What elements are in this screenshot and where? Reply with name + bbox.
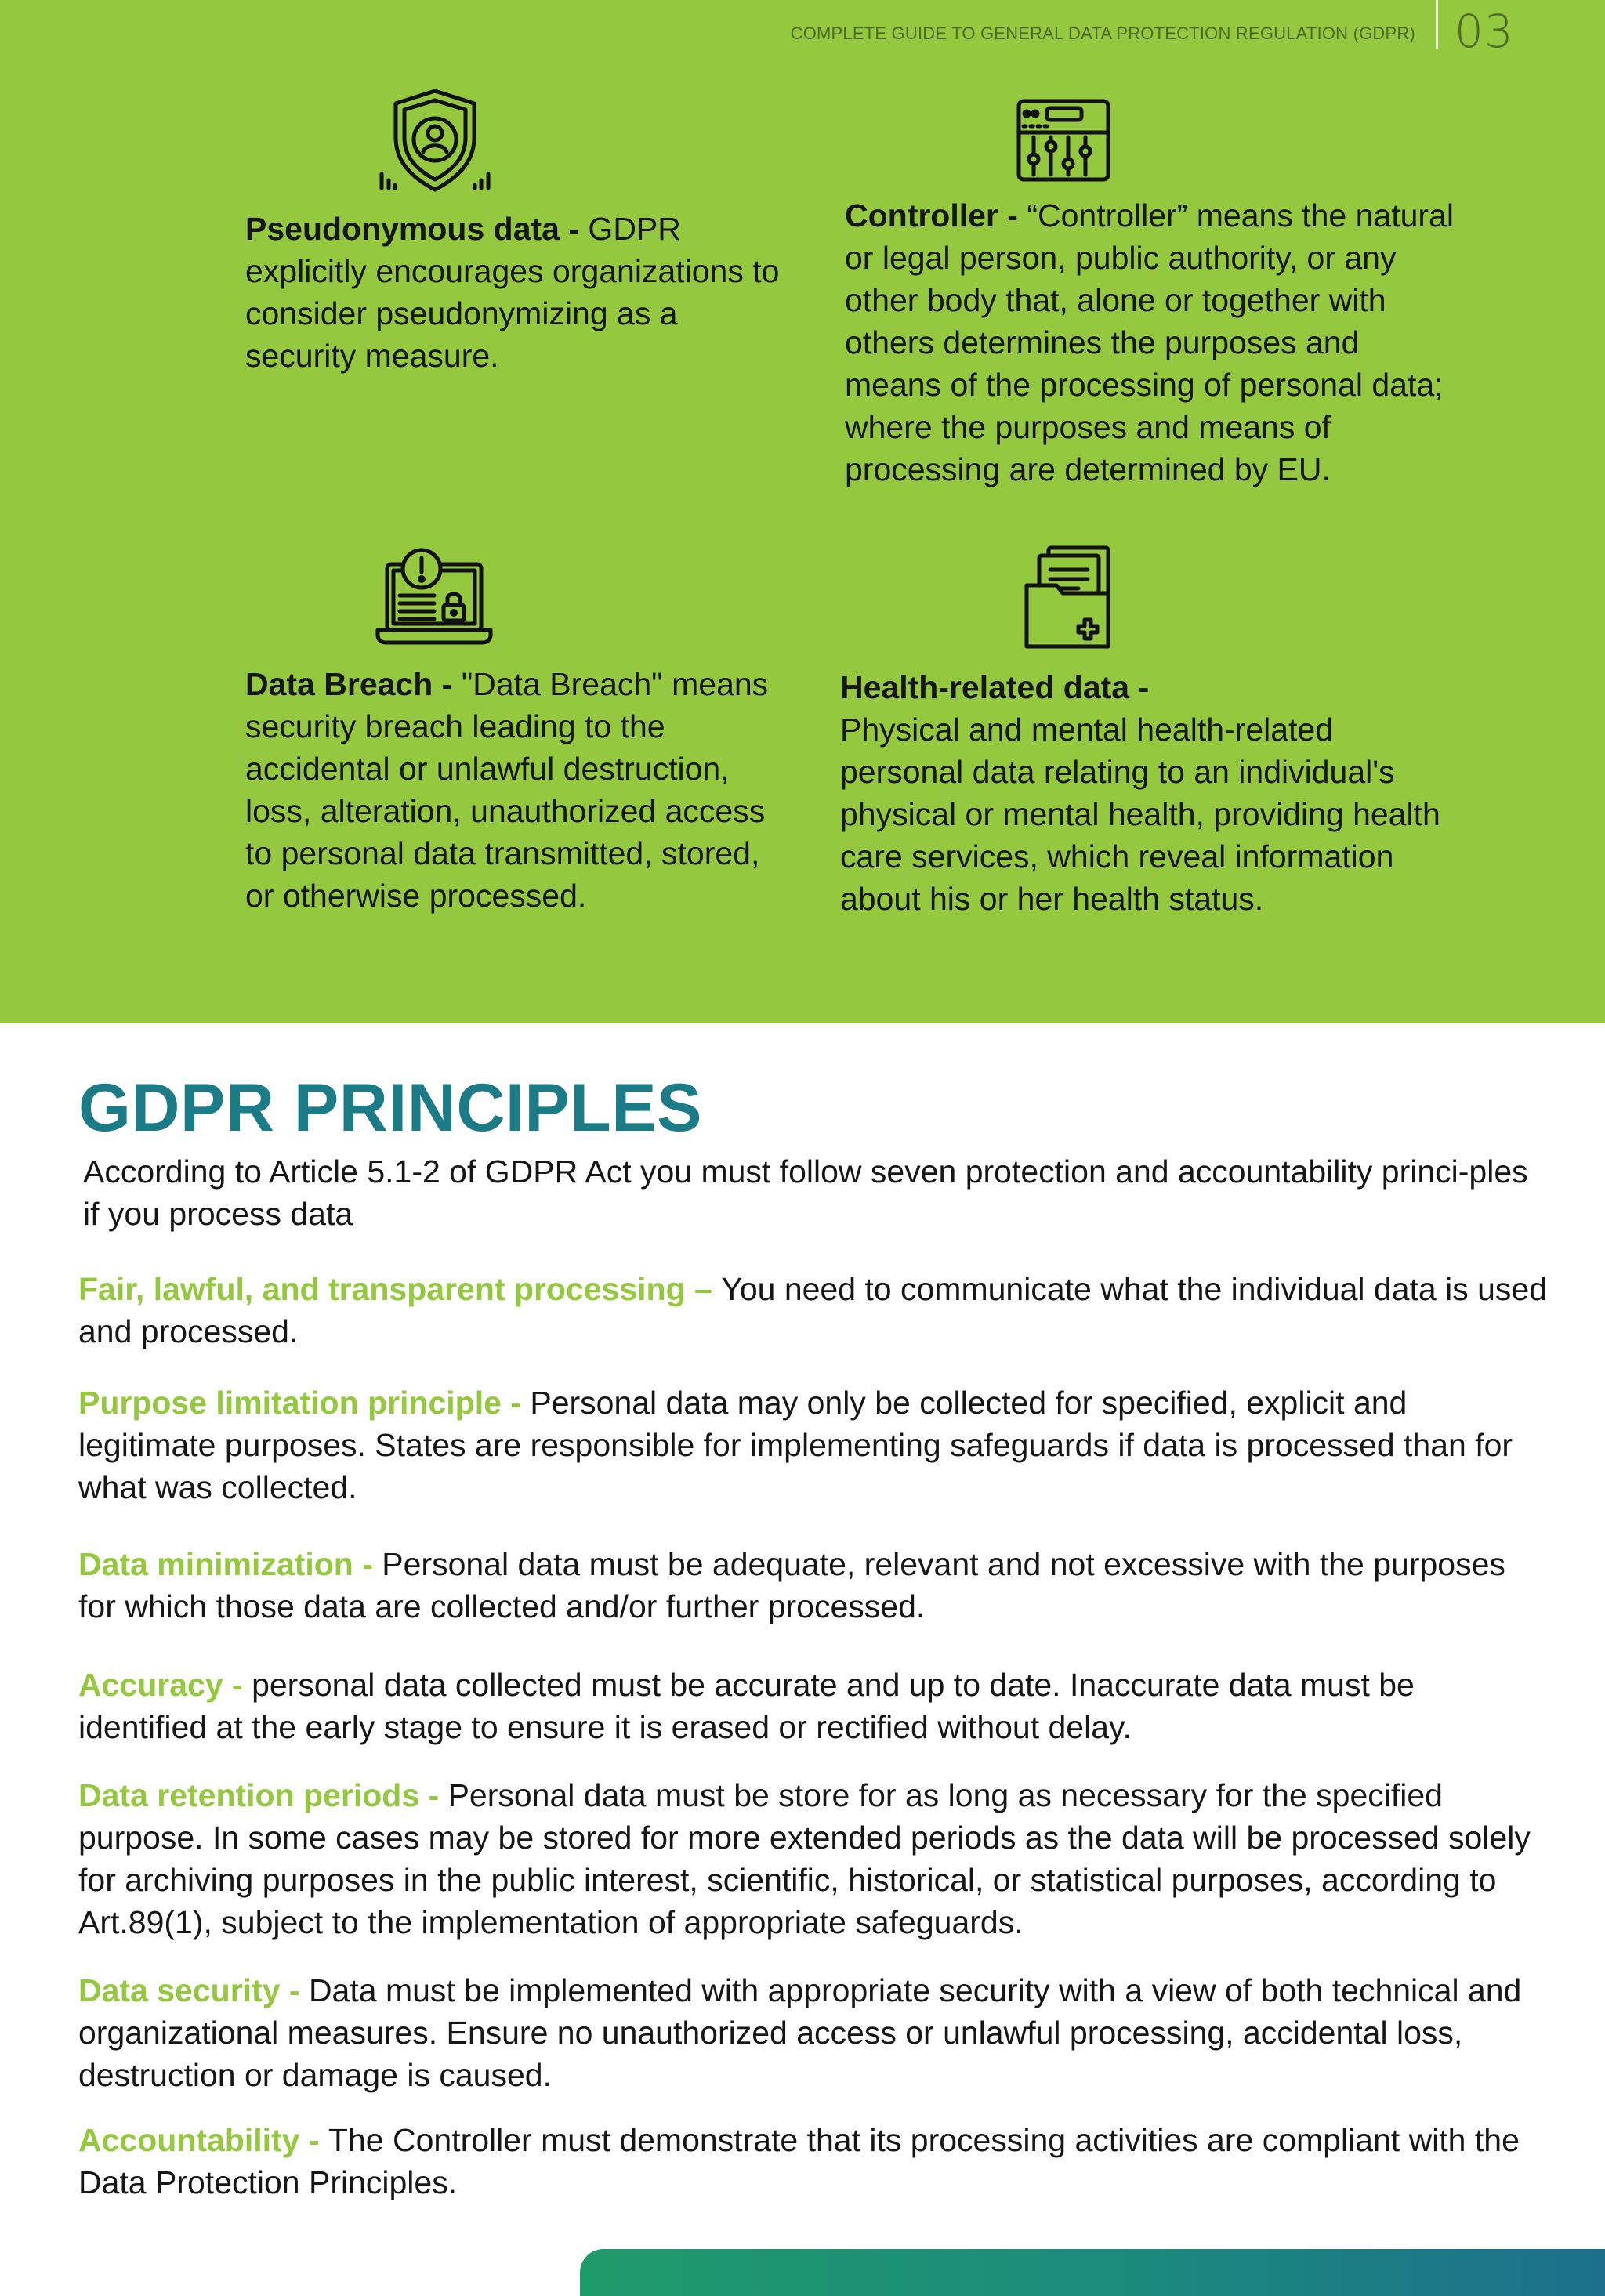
principle-name: Data retention periods - xyxy=(78,1777,448,1813)
page-number: 03 xyxy=(1455,5,1514,58)
principle-name: Fair, lawful, and transparent processing – xyxy=(78,1271,722,1307)
principle-text: Personal data must be store for as long as necessary for the specified purpose. In some cases may be stored for more extended periods as the data will be processed solely for archiving purposes in the public interest, scientific, historical, or statistical purposes, according to Art.89(1), subject to the implementation of appropriate safeguards. xyxy=(78,1777,1531,1940)
principle-data-security xyxy=(78,1969,1552,2096)
definition-term: Health-related data - xyxy=(840,669,1150,705)
definition-controller xyxy=(845,194,1456,491)
principle-name: Purpose limitation principle - xyxy=(78,1385,531,1421)
principle-fair-lawful-transparent xyxy=(78,1268,1552,1353)
principle-name: Data security - xyxy=(78,1972,309,2008)
principle-text: You need to communicate what the individual data is used and processed. xyxy=(78,1271,1548,1349)
laptop-alert-icon xyxy=(375,547,494,647)
principle-text: personal data collected must be accurate and up to date. Inaccurate data must be identified at the early stage to ensure it is erased or rectified without delay. xyxy=(78,1667,1415,1745)
running-header: COMPLETE GUIDE TO GENERAL DATA PROTECTION REGULATION (GDPR) xyxy=(790,24,1415,43)
principle-text: The Controller must demonstrate that its processing activities are compliant with the Data Protection Principles. xyxy=(78,2122,1520,2200)
principle-name: Accuracy - xyxy=(78,1667,252,1703)
section-intro: According to Article 5.1-2 of GDPR Act you must follow seven protection and accountability princi-ples if you process data xyxy=(83,1153,1528,1232)
definition-text: GDPR explicitly encourages organizations to consider pseudonymizing as a security measure. xyxy=(245,211,780,374)
control-panel-icon xyxy=(1016,98,1111,183)
principle-accountability xyxy=(78,2119,1552,2204)
definition-term: Data Breach - xyxy=(245,666,462,702)
principle-data-minimization xyxy=(78,1543,1552,1628)
shield-user-icon xyxy=(376,86,494,197)
principle-purpose-limitation xyxy=(78,1382,1552,1508)
definition-text: Physical and mental health-related personal data relating to an individual's physical or mental health, providing health care services, which reveal information about his or her health status. xyxy=(840,712,1440,917)
principle-text: Personal data may only be collected for specified, explicit and legitimate purposes. States are responsible for implementing safeguards if data is processed than for what was collected. xyxy=(78,1385,1513,1505)
medical-folder-icon xyxy=(1024,545,1113,651)
section-heading: GDPR PRINCIPLES xyxy=(78,1070,702,1146)
footer-accent-bar xyxy=(580,2249,1605,2296)
definition-term: Controller - xyxy=(845,197,1027,234)
principle-text: Data must be implemented with appropriate security with a view of both technical and organizational measures. Ensure no unauthorized access or unlawful processing, accidental loss, destruction or damage is caused. xyxy=(78,1972,1522,2093)
definition-pseudonymous-data xyxy=(245,208,794,377)
principle-text: Personal data must be adequate, relevant and not excessive with the purposes for which those data are collected and/or further processed. xyxy=(78,1546,1505,1624)
definition-health-related-data xyxy=(840,666,1451,920)
definition-text: "Data Breach" means security breach leading to the accidental or unlawful destruction, loss, alteration, unauthorized access to personal data transmitted, stored, or otherwise processed. xyxy=(245,666,769,914)
definition-text: “Controller” means the natural or legal person, public authority, or any other body that, alone or together with others determines the purposes and means of the processing of personal data; where the purposes and means of processing are determined by EU. xyxy=(845,197,1454,487)
principle-name: Accountability - xyxy=(78,2122,328,2158)
definition-term: Pseudonymous data - xyxy=(245,211,589,247)
principle-data-retention xyxy=(78,1774,1552,1943)
principle-name: Data minimization - xyxy=(78,1546,382,1582)
header-divider xyxy=(1436,0,1438,49)
principle-accuracy xyxy=(78,1664,1552,1748)
definition-data-breach xyxy=(245,663,778,917)
